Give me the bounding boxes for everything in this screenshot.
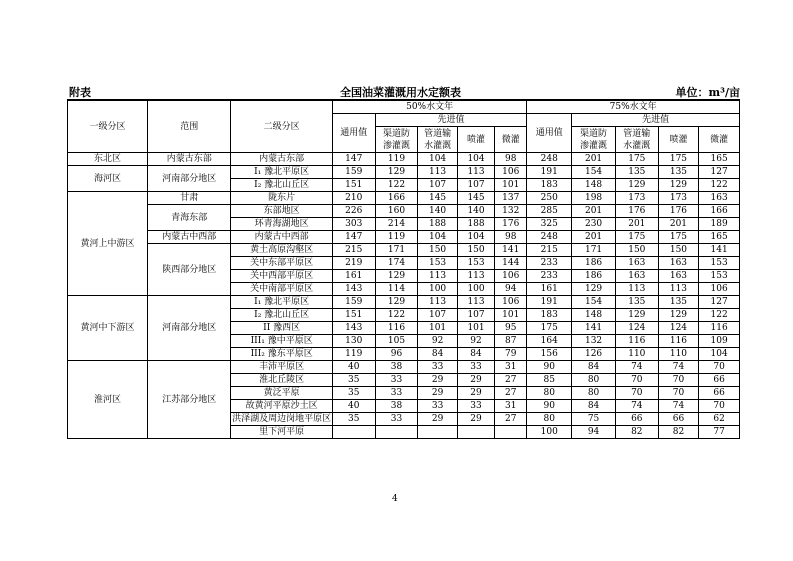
value-cell-50: 119 — [375, 231, 418, 244]
value-cell-50: 27 — [495, 374, 527, 387]
value-cell-50: 40 — [332, 400, 375, 413]
col-header-hydro50: 50%水文年 — [332, 101, 526, 114]
level2-cell: I₂ 豫北山丘区 — [231, 309, 332, 322]
level2-cell: II 豫西区 — [231, 322, 332, 335]
table-title: 全国油菜灌溉用水定额表 — [340, 86, 461, 99]
value-cell-50: 95 — [495, 322, 527, 335]
value-cell-50: 107 — [418, 309, 458, 322]
col-header-spray-50: 喷灌 — [457, 127, 494, 153]
value-cell-75: 66 — [699, 374, 740, 387]
value-cell-75: 176 — [615, 205, 658, 218]
value-cell-75: 70 — [699, 400, 740, 413]
value-cell-50: 129 — [375, 166, 418, 179]
value-cell-50: 104 — [418, 153, 458, 166]
value-cell-75: 127 — [699, 166, 740, 179]
value-cell-75: 150 — [658, 244, 699, 257]
value-cell-75: 161 — [527, 283, 572, 296]
value-cell-75: 80 — [572, 374, 616, 387]
value-cell-75: 183 — [527, 309, 572, 322]
value-cell-50: 96 — [375, 348, 418, 361]
table-row — [68, 192, 740, 205]
value-cell-75: 233 — [527, 270, 572, 283]
value-cell-75: 201 — [572, 205, 616, 218]
value-cell-50: 33 — [375, 413, 418, 426]
col-header-spray-75: 喷灌 — [658, 127, 699, 153]
value-cell-50: 159 — [332, 296, 375, 309]
value-cell-50: 107 — [457, 309, 494, 322]
level2-cell: 关中南部平原区 — [231, 283, 332, 296]
value-cell-50: 140 — [418, 205, 458, 218]
value-cell-75: 129 — [615, 309, 658, 322]
col-header-range: 范围 — [148, 101, 231, 153]
value-cell-50: 29 — [418, 374, 458, 387]
value-cell-75: 173 — [658, 192, 699, 205]
value-cell-75: 165 — [699, 153, 740, 166]
value-cell-50: 100 — [457, 283, 494, 296]
pipe-line2: 水灌溉 — [623, 140, 651, 151]
value-cell-75: 74 — [658, 361, 699, 374]
value-cell-50: 35 — [332, 374, 375, 387]
value-cell-50: 140 — [457, 205, 494, 218]
value-cell-50: 29 — [418, 413, 458, 426]
value-cell-50: 104 — [457, 231, 494, 244]
value-cell-75: 148 — [572, 309, 616, 322]
level1-cell: 东北区 — [68, 153, 148, 166]
canal-line2: 渗灌溉 — [382, 140, 410, 151]
col-header-advanced-50: 先进值 — [375, 114, 527, 127]
value-cell-75: 163 — [699, 192, 740, 205]
value-cell-50: 87 — [495, 335, 527, 348]
value-cell-75: 166 — [699, 205, 740, 218]
value-cell-50: 166 — [375, 192, 418, 205]
value-cell-75: 135 — [615, 166, 658, 179]
value-cell-50: 33 — [457, 400, 494, 413]
value-cell-75: 129 — [658, 309, 699, 322]
value-cell-50: 40 — [332, 361, 375, 374]
value-cell-75: 109 — [699, 335, 740, 348]
value-cell-75: 175 — [615, 231, 658, 244]
range-cell: 甘肃 — [148, 192, 231, 205]
range-cell: 河南部分地区 — [148, 166, 231, 192]
value-cell-50: 151 — [332, 309, 375, 322]
value-cell-75: 148 — [572, 179, 616, 192]
value-cell-50: 145 — [418, 192, 458, 205]
value-cell-75: 85 — [527, 374, 572, 387]
value-cell-50: 101 — [495, 309, 527, 322]
value-cell-75: 171 — [572, 244, 616, 257]
value-cell-50: 159 — [332, 166, 375, 179]
value-cell-50: 137 — [495, 192, 527, 205]
value-cell-75: 129 — [658, 179, 699, 192]
value-cell-50: 113 — [418, 296, 458, 309]
level1-cell: 海河区 — [68, 166, 148, 192]
level2-cell: 内蒙古东部 — [231, 153, 332, 166]
value-cell-75: 135 — [658, 296, 699, 309]
col-header-level2: 二级分区 — [231, 101, 332, 153]
value-cell-75: 201 — [572, 153, 616, 166]
value-cell-50: 113 — [457, 270, 494, 283]
value-cell-75: 183 — [527, 179, 572, 192]
value-cell-75: 90 — [527, 361, 572, 374]
col-header-canal-50 — [375, 127, 418, 153]
value-cell-50: 122 — [375, 309, 418, 322]
value-cell-50: 150 — [418, 244, 458, 257]
value-cell-75: 74 — [615, 400, 658, 413]
value-cell-75: 175 — [615, 153, 658, 166]
value-cell-50: 303 — [332, 218, 375, 231]
value-cell-50: 107 — [457, 179, 494, 192]
level2-cell: III₁ 豫中平原区 — [231, 335, 332, 348]
value-cell-75: 113 — [615, 283, 658, 296]
value-cell-50: 143 — [332, 283, 375, 296]
value-cell-50: 214 — [375, 218, 418, 231]
value-cell-75: 124 — [658, 322, 699, 335]
value-cell-75: 70 — [615, 387, 658, 400]
value-cell-75: 164 — [527, 335, 572, 348]
value-cell-75: 233 — [527, 257, 572, 270]
level2-cell: 关中西部平原区 — [231, 270, 332, 283]
value-cell-75: 163 — [615, 270, 658, 283]
value-cell-50 — [375, 426, 418, 439]
value-cell-50: 151 — [332, 179, 375, 192]
value-cell-50: 101 — [495, 179, 527, 192]
value-cell-50: 84 — [418, 348, 458, 361]
value-cell-50: 27 — [495, 413, 527, 426]
level2-cell: 故黄河平原沙土区 — [231, 400, 332, 413]
range-cell: 江苏部分地区 — [148, 361, 231, 439]
value-cell-50: 129 — [375, 296, 418, 309]
value-cell-50: 92 — [457, 335, 494, 348]
value-cell-75: 153 — [699, 270, 740, 283]
value-cell-50: 33 — [375, 374, 418, 387]
value-cell-50: 98 — [495, 231, 527, 244]
value-cell-75: 66 — [658, 413, 699, 426]
level2-cell: 东部地区 — [231, 205, 332, 218]
value-cell-50: 219 — [332, 257, 375, 270]
value-cell-75: 122 — [699, 309, 740, 322]
value-cell-75: 90 — [527, 400, 572, 413]
value-cell-50: 113 — [457, 166, 494, 179]
value-cell-75: 82 — [615, 426, 658, 439]
value-cell-50: 113 — [418, 166, 458, 179]
value-cell-75: 285 — [527, 205, 572, 218]
value-cell-75: 77 — [699, 426, 740, 439]
value-cell-75: 106 — [699, 283, 740, 296]
value-cell-50: 160 — [375, 205, 418, 218]
value-cell-75: 124 — [615, 322, 658, 335]
value-cell-50: 38 — [375, 361, 418, 374]
value-cell-75: 80 — [527, 387, 572, 400]
level2-cell: III₂ 豫东平原区 — [231, 348, 332, 361]
col-header-level1: 一级分区 — [68, 101, 148, 153]
level2-cell: 关中东部平原区 — [231, 257, 332, 270]
value-cell-50: 79 — [495, 348, 527, 361]
value-cell-50: 33 — [457, 361, 494, 374]
value-cell-75: 80 — [572, 387, 616, 400]
value-cell-75: 135 — [615, 296, 658, 309]
table-row — [68, 244, 740, 257]
value-cell-75: 153 — [699, 257, 740, 270]
col-header-micro-75: 微灌 — [699, 127, 740, 153]
table-row — [68, 296, 740, 309]
pipe-line1: 管道输 — [623, 128, 651, 139]
value-cell-50: 130 — [332, 335, 375, 348]
value-cell-50 — [332, 426, 375, 439]
table-body — [68, 153, 740, 439]
value-cell-50: 147 — [332, 231, 375, 244]
value-cell-75: 150 — [615, 244, 658, 257]
value-cell-75: 80 — [527, 413, 572, 426]
value-cell-50: 174 — [375, 257, 418, 270]
value-cell-50: 215 — [332, 244, 375, 257]
value-cell-75: 70 — [615, 374, 658, 387]
value-cell-75: 215 — [527, 244, 572, 257]
value-cell-50: 100 — [418, 283, 458, 296]
value-cell-75: 230 — [572, 218, 616, 231]
value-cell-75: 135 — [658, 166, 699, 179]
value-cell-50: 145 — [457, 192, 494, 205]
value-cell-75: 70 — [658, 374, 699, 387]
value-cell-50: 106 — [495, 270, 527, 283]
unit-label: 单位：m³/亩 — [675, 86, 740, 99]
value-cell-50: 33 — [375, 387, 418, 400]
range-cell: 青海东部 — [148, 205, 231, 231]
level2-cell: 内蒙古中西部 — [231, 231, 332, 244]
value-cell-50: 143 — [332, 322, 375, 335]
value-cell-50: 33 — [418, 361, 458, 374]
value-cell-50 — [457, 426, 494, 439]
value-cell-75: 116 — [615, 335, 658, 348]
value-cell-50: 132 — [495, 205, 527, 218]
value-cell-50: 188 — [418, 218, 458, 231]
value-cell-75: 156 — [527, 348, 572, 361]
value-cell-75: 191 — [527, 296, 572, 309]
level2-cell: 黄土高原沟壑区 — [231, 244, 332, 257]
value-cell-75: 186 — [572, 257, 616, 270]
level1-cell: 黄河中下游区 — [68, 296, 148, 361]
value-cell-50: 101 — [457, 322, 494, 335]
value-cell-75: 201 — [572, 231, 616, 244]
value-cell-50: 27 — [495, 387, 527, 400]
col-header-general-75: 通用值 — [527, 114, 572, 153]
page-number: 4 — [392, 494, 398, 504]
value-cell-75: 165 — [699, 231, 740, 244]
value-cell-75: 129 — [572, 283, 616, 296]
range-cell: 内蒙古中西部 — [148, 231, 231, 244]
value-cell-50: 150 — [457, 244, 494, 257]
value-cell-50: 141 — [495, 244, 527, 257]
value-cell-75: 163 — [658, 270, 699, 283]
value-cell-75: 82 — [658, 426, 699, 439]
table-row — [68, 166, 740, 179]
range-cell: 陕西部分地区 — [148, 244, 231, 296]
level1-cell: 淮河区 — [68, 361, 148, 439]
value-cell-75: 176 — [658, 205, 699, 218]
value-cell-50: 188 — [457, 218, 494, 231]
value-cell-75: 75 — [572, 413, 616, 426]
value-cell-50: 176 — [495, 218, 527, 231]
col-header-micro-50: 微灌 — [495, 127, 527, 153]
value-cell-75: 132 — [572, 335, 616, 348]
table-row — [68, 153, 740, 166]
value-cell-75: 94 — [572, 426, 616, 439]
value-cell-50: 171 — [375, 244, 418, 257]
value-cell-50: 92 — [418, 335, 458, 348]
value-cell-50: 104 — [418, 231, 458, 244]
value-cell-50: 29 — [457, 413, 494, 426]
level2-cell: 里下河平原 — [231, 426, 332, 439]
value-cell-75: 113 — [658, 283, 699, 296]
appendix-label: 附表 — [69, 86, 91, 99]
value-cell-50: 29 — [457, 374, 494, 387]
value-cell-75: 127 — [699, 296, 740, 309]
value-cell-50: 226 — [332, 205, 375, 218]
value-cell-75: 163 — [615, 257, 658, 270]
value-cell-75: 248 — [527, 231, 572, 244]
value-cell-75: 116 — [699, 322, 740, 335]
canal-line2: 渗灌溉 — [580, 140, 608, 151]
table-header-bar — [67, 84, 740, 100]
value-cell-75: 186 — [572, 270, 616, 283]
value-cell-50: 94 — [495, 283, 527, 296]
value-cell-75: 201 — [658, 218, 699, 231]
range-cell: 河南部分地区 — [148, 296, 231, 361]
value-cell-50: 29 — [418, 387, 458, 400]
value-cell-75: 175 — [658, 231, 699, 244]
value-cell-75: 100 — [527, 426, 572, 439]
value-cell-75: 191 — [527, 166, 572, 179]
value-cell-50 — [495, 426, 527, 439]
col-header-general-50: 通用值 — [332, 114, 375, 153]
value-cell-75: 250 — [527, 192, 572, 205]
value-cell-75: 84 — [572, 361, 616, 374]
value-cell-75: 122 — [699, 179, 740, 192]
value-cell-50: 119 — [375, 153, 418, 166]
level2-cell: I₂ 豫北山丘区 — [231, 179, 332, 192]
value-cell-75: 175 — [658, 153, 699, 166]
value-cell-50: 119 — [332, 348, 375, 361]
level2-cell: I₁ 豫北平原区 — [231, 296, 332, 309]
value-cell-75: 74 — [658, 400, 699, 413]
value-cell-50: 106 — [495, 166, 527, 179]
value-cell-50: 147 — [332, 153, 375, 166]
value-cell-75: 198 — [572, 192, 616, 205]
value-cell-50: 101 — [418, 322, 458, 335]
value-cell-75: 66 — [615, 413, 658, 426]
value-cell-50: 129 — [375, 270, 418, 283]
level2-cell: 黄泛平原 — [231, 387, 332, 400]
value-cell-50: 113 — [457, 296, 494, 309]
value-cell-75: 141 — [699, 244, 740, 257]
value-cell-50: 33 — [418, 400, 458, 413]
value-cell-75: 126 — [572, 348, 616, 361]
canal-line1: 渠道防 — [382, 128, 410, 139]
level2-cell: 丰沛平原区 — [231, 361, 332, 374]
value-cell-50: 105 — [375, 335, 418, 348]
canal-line1: 渠道防 — [580, 128, 608, 139]
value-cell-50: 161 — [332, 270, 375, 283]
value-cell-75: 104 — [699, 348, 740, 361]
water-quota-table — [67, 100, 740, 439]
value-cell-75: 129 — [615, 179, 658, 192]
col-header-canal-75 — [572, 127, 616, 153]
value-cell-75: 141 — [572, 322, 616, 335]
col-header-pipe-50 — [418, 127, 458, 153]
value-cell-50: 153 — [418, 257, 458, 270]
value-cell-75: 175 — [527, 322, 572, 335]
pipe-line1: 管道输 — [424, 128, 452, 139]
value-cell-50: 113 — [418, 270, 458, 283]
value-cell-50: 84 — [457, 348, 494, 361]
value-cell-75: 74 — [615, 361, 658, 374]
value-cell-75: 173 — [615, 192, 658, 205]
value-cell-50 — [418, 426, 458, 439]
value-cell-75: 248 — [527, 153, 572, 166]
value-cell-50: 114 — [375, 283, 418, 296]
value-cell-50: 107 — [418, 179, 458, 192]
value-cell-75: 189 — [699, 218, 740, 231]
value-cell-50: 106 — [495, 296, 527, 309]
value-cell-75: 66 — [699, 387, 740, 400]
col-header-pipe-75 — [615, 127, 658, 153]
value-cell-75: 154 — [572, 166, 616, 179]
level2-cell: 环青海湖地区 — [231, 218, 332, 231]
table-row — [68, 205, 740, 218]
level2-cell: I₁ 豫北平原区 — [231, 166, 332, 179]
pipe-line2: 水灌溉 — [424, 140, 452, 151]
value-cell-50: 98 — [495, 153, 527, 166]
value-cell-75: 325 — [527, 218, 572, 231]
level1-cell: 黄河上中游区 — [68, 192, 148, 296]
value-cell-50: 122 — [375, 179, 418, 192]
value-cell-75: 110 — [658, 348, 699, 361]
col-header-hydro75: 75%水文年 — [527, 101, 740, 114]
value-cell-50: 104 — [457, 153, 494, 166]
value-cell-50: 144 — [495, 257, 527, 270]
table-row — [68, 231, 740, 244]
value-cell-75: 62 — [699, 413, 740, 426]
value-cell-75: 110 — [615, 348, 658, 361]
level2-cell: 洪泽湖及周边岗地平原区 — [232, 414, 332, 424]
value-cell-50: 31 — [495, 361, 527, 374]
value-cell-75: 84 — [572, 400, 616, 413]
value-cell-75: 116 — [658, 335, 699, 348]
value-cell-50: 116 — [375, 322, 418, 335]
level2-cell: 陇东片 — [231, 192, 332, 205]
value-cell-50: 31 — [495, 400, 527, 413]
table-row — [68, 361, 740, 374]
value-cell-75: 154 — [572, 296, 616, 309]
value-cell-50: 38 — [375, 400, 418, 413]
col-header-advanced-75: 先进值 — [572, 114, 740, 127]
value-cell-75: 70 — [658, 387, 699, 400]
value-cell-75: 163 — [658, 257, 699, 270]
value-cell-50: 29 — [457, 387, 494, 400]
level2-cell: 淮北丘陵区 — [231, 374, 332, 387]
value-cell-50: 153 — [457, 257, 494, 270]
value-cell-50: 35 — [332, 387, 375, 400]
value-cell-50: 35 — [332, 413, 375, 426]
value-cell-75: 201 — [615, 218, 658, 231]
value-cell-50: 210 — [332, 192, 375, 205]
range-cell: 内蒙古东部 — [148, 153, 231, 166]
value-cell-75: 70 — [699, 361, 740, 374]
